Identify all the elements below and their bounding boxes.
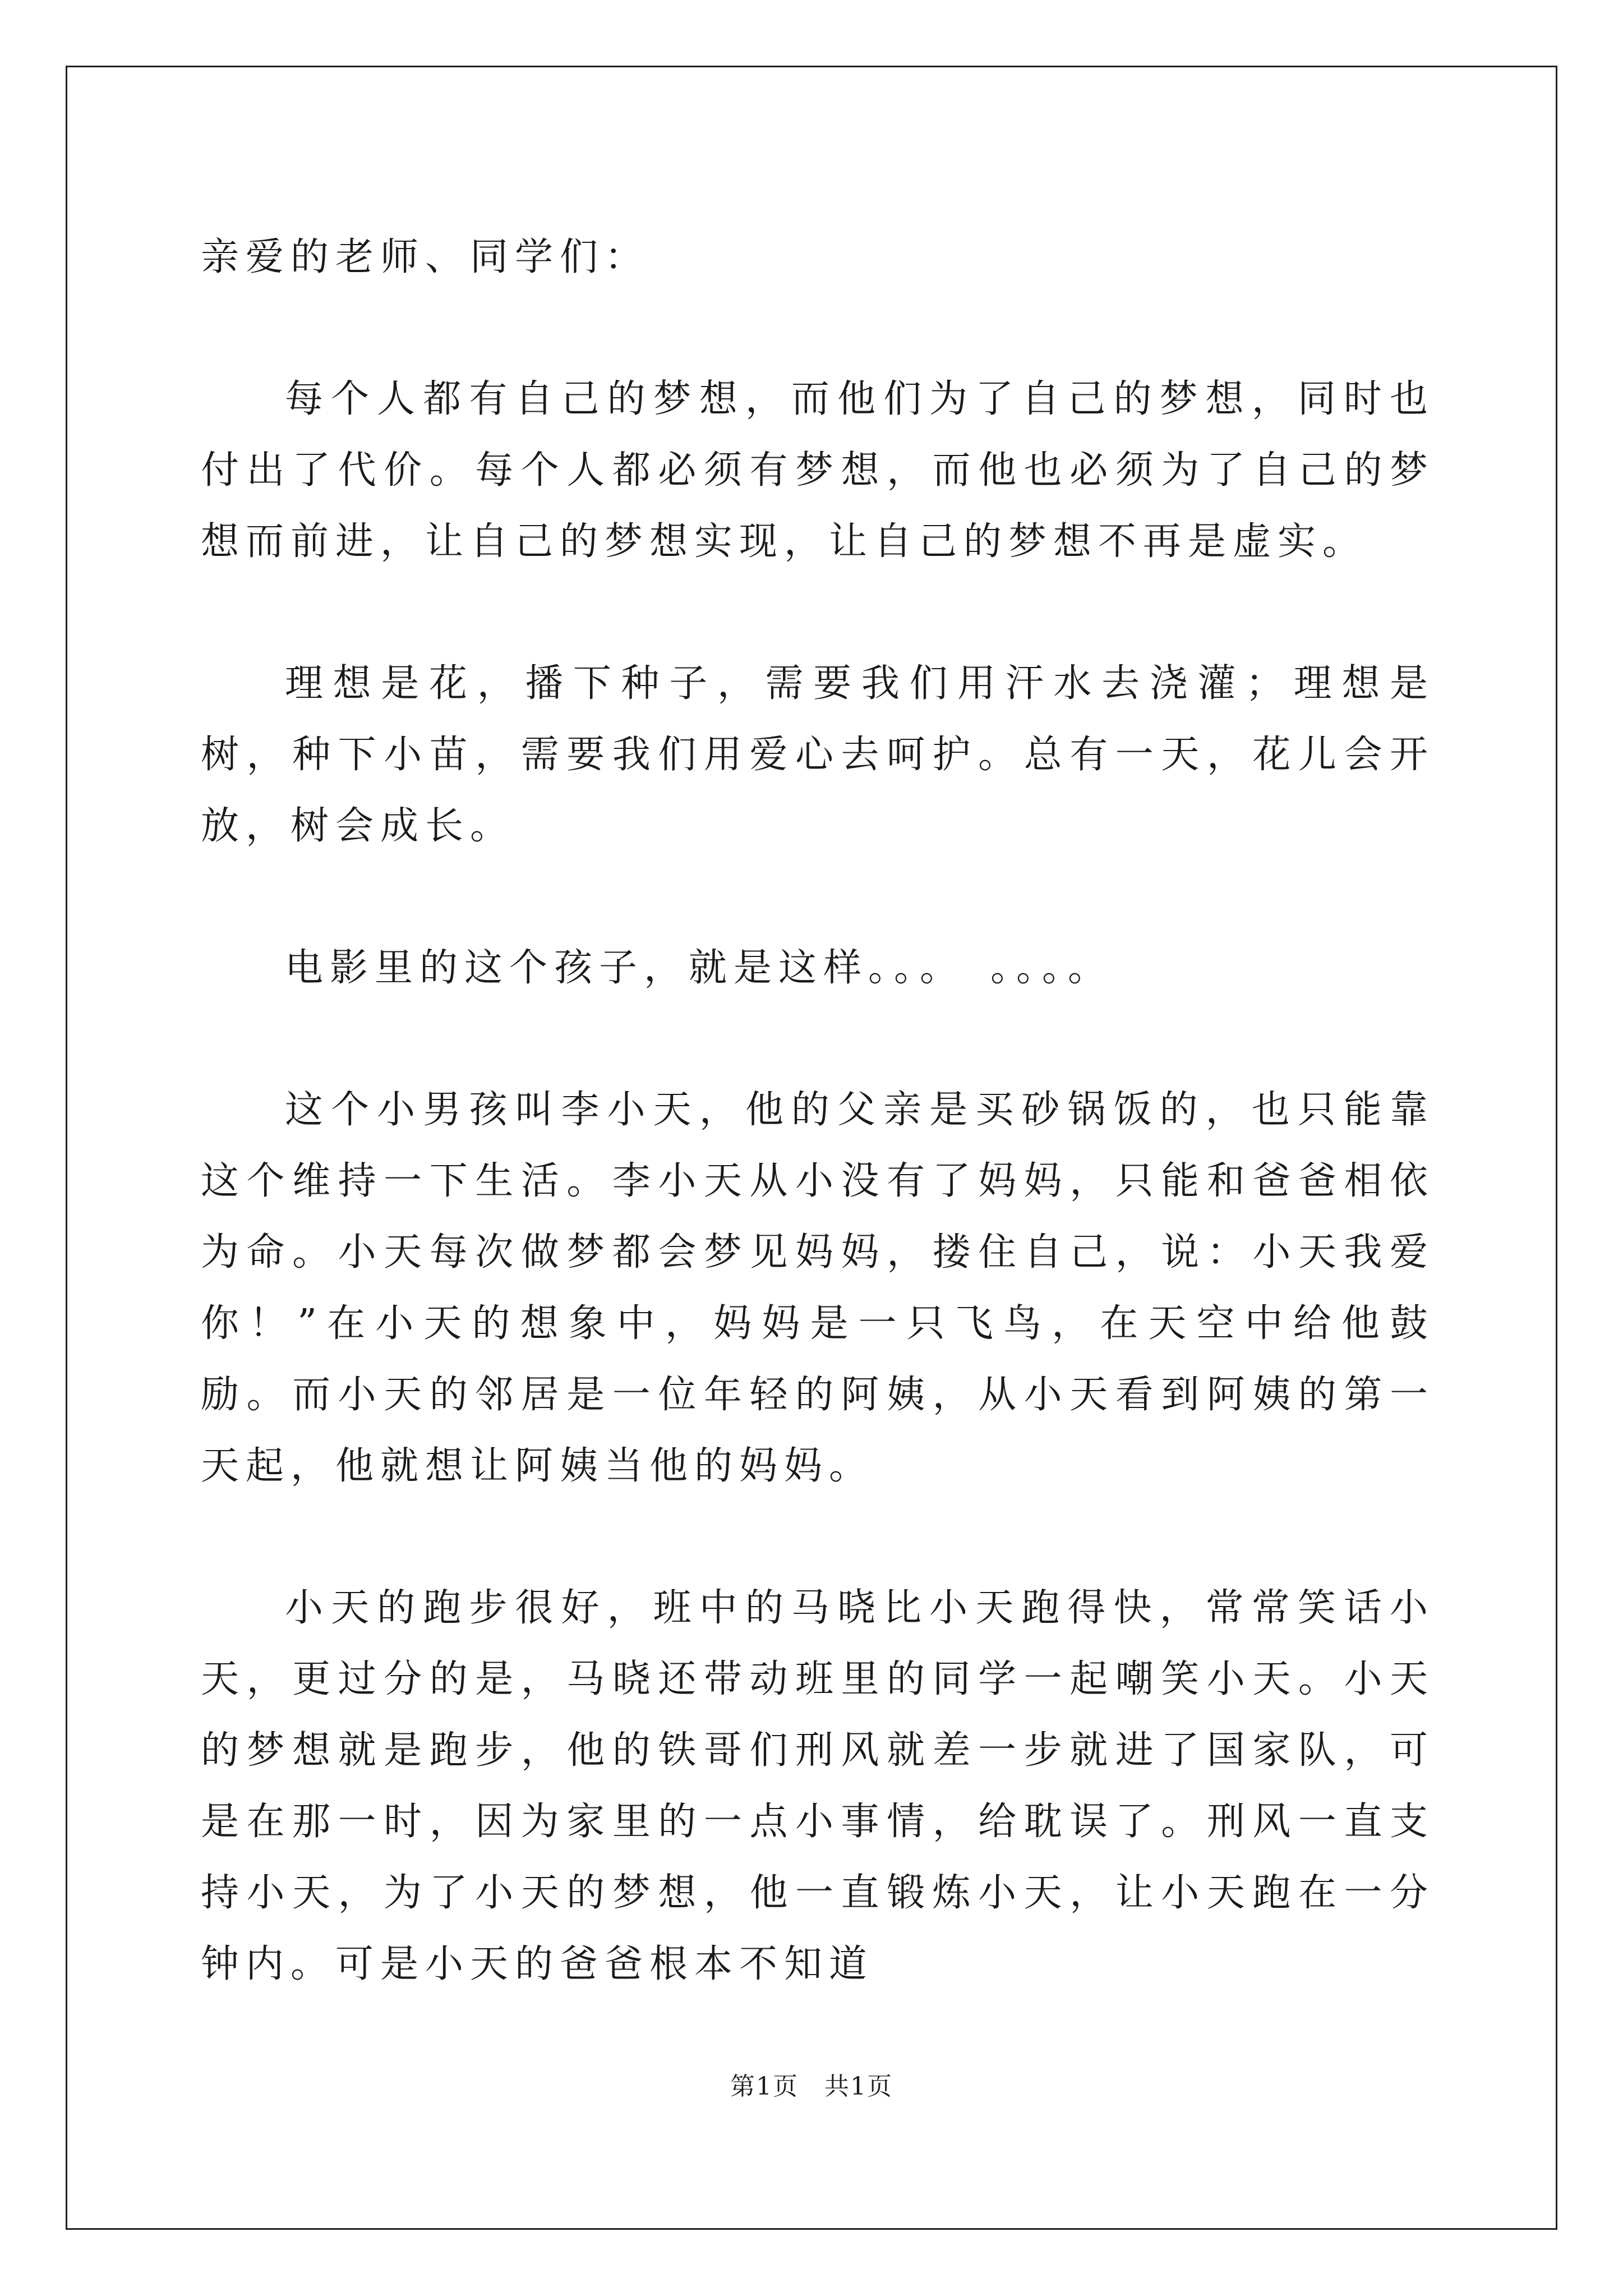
page-number-footer: 第1页 共1页 (730, 2072, 893, 2101)
document-body (201, 222, 1435, 2000)
paragraph: 理想是花，播下种子，需要我们用汗水去浇灌；理想是树，种下小苗，需要我们用爱心去呵护。总有一天，花儿会开放，树会成长。 (201, 661, 1435, 848)
salutation: 亲爱的老师、同学们： (201, 235, 650, 279)
paragraph: 这个小男孩叫李小天，他的父亲是买砂锅饭的，也只能靠这个维持一下生活。李小天从小没有了妈妈，只能和爸爸相依为命。小天每次做梦都会梦见妈妈，搂住自己，说：小天我爱你！”在小天的想象中，妈妈是一只飞鸟，在天空中给他鼓励。而小天的邻居是一位年轻的阿姨，从小天看到阿姨的第一天起，他就想让阿姨当他的妈妈。 (201, 1088, 1435, 1488)
paragraph: 电影里的这个孩子，就是这样。。。 。。。。 (285, 946, 1113, 990)
paragraph: 小天的跑步很好，班中的马晓比小天跑得快，常常笑话小天，更过分的是，马晓还带动班里的同学一起嘲笑小天。小天的梦想就是跑步，他的铁哥们刑风就差一步就进了国家队，可是在那一时，因为家里的一点小事情，给耽误了。刑风一直支持小天，为了小天的梦想，他一直锻炼小天，让小天跑在一分钟内。可是小天的爸爸根本不知道 (201, 1586, 1435, 1986)
paragraph: 每个人都有自己的梦想，而他们为了自己的梦想，同时也付出了代价。每个人都必须有梦想，而他也必须为了自己的梦想而前进，让自己的梦想实现，让自己的梦想不再是虚实。 (201, 377, 1435, 564)
